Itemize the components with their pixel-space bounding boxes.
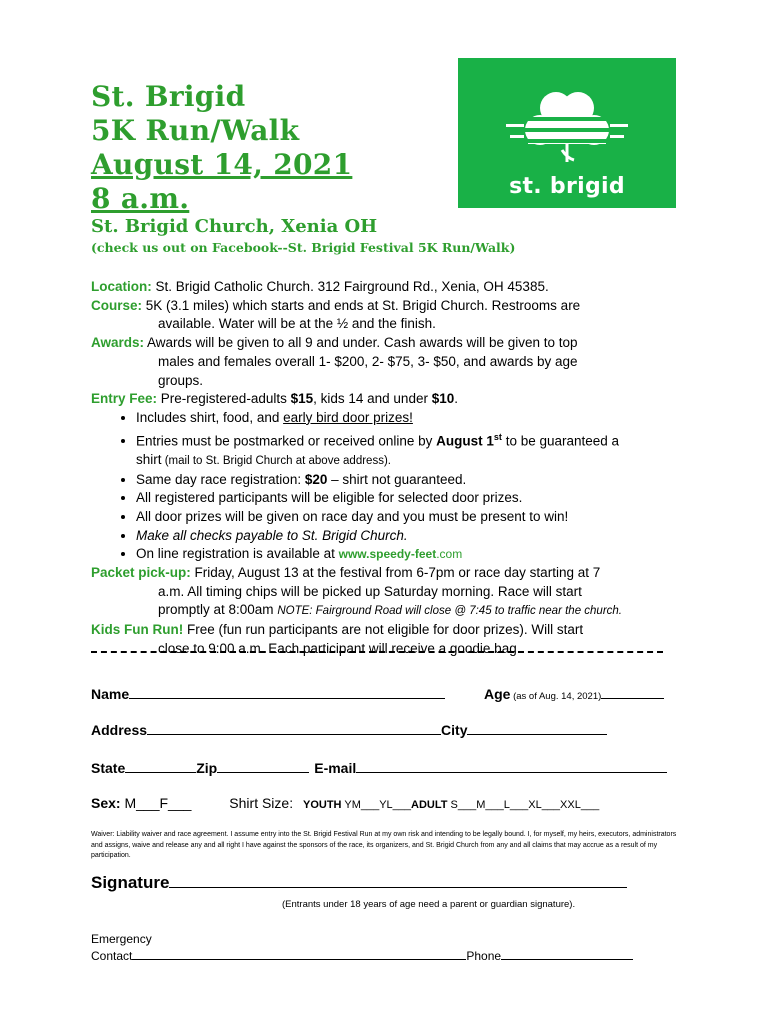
email-line[interactable] [356, 758, 667, 773]
bullet-text-line2: shirt [136, 451, 162, 467]
bullet-text: Entries must be postmarked or received online by [136, 433, 437, 449]
address-field[interactable] [91, 720, 607, 738]
list-item [136, 409, 691, 428]
bullet-text-end: – shirt not guaranteed. [327, 471, 467, 487]
registration-link[interactable] [339, 547, 463, 561]
cut-line-divider [91, 651, 663, 653]
awards-text-2: males and females overall 1- $200, 2- $75, 3- $50, and awards by age [158, 353, 578, 369]
same-day-fee: $20 [304, 471, 328, 487]
list-item [136, 428, 691, 471]
kids-text-2: close to 9:00 a.m. Each participant will receive a goodie bag. [158, 640, 521, 656]
list-item [136, 527, 691, 546]
address-line[interactable] [147, 720, 441, 735]
city-label: City [441, 722, 468, 738]
fee-adult: $15 [290, 391, 314, 407]
contact-line[interactable] [132, 947, 466, 960]
awards-text-3: groups. [158, 372, 204, 388]
adult-label: ADULT [411, 799, 448, 811]
bullet-text: Same day race registration: [136, 471, 305, 487]
packet-row [91, 564, 691, 583]
checks-note: Make all checks payable to St. Brigid Church. [136, 527, 408, 543]
course-label: Course: [91, 297, 143, 313]
signature-label: Signature [91, 873, 170, 892]
facebook-note: (check us out on Facebook--St. Brigid Festival 5K Run/Walk) [91, 240, 516, 255]
fee-kid: $10 [431, 391, 455, 407]
state-label: State [91, 760, 126, 776]
packet-text: Friday, August 13 at the festival from 6-7pm or race day starting at 7 [190, 565, 601, 581]
phone-line[interactable] [501, 947, 633, 960]
name-line[interactable] [129, 684, 445, 699]
course-text: 5K (3.1 miles) which starts and ends at St. Brigid Church. Restrooms are [142, 297, 581, 313]
list-item [136, 471, 691, 490]
road-closure-note: NOTE: Fairground Road will close @ 7:45 to traffic near the church. [277, 605, 622, 618]
zip-line[interactable] [217, 758, 309, 773]
packet-start: promptly at 8:00am [158, 602, 278, 618]
title-line-2: 5K Run/Walk [91, 114, 300, 147]
location-label: Location: [91, 279, 152, 294]
awards-text: Awards will be given to all 9 and under. Cash awards will be given to top [144, 335, 578, 351]
shirt-size-label: Shirt Size: [229, 795, 294, 811]
guardian-note: (Entrants under 18 years of age need a parent or guardian signature). [282, 899, 576, 910]
kids-label: Kids Fun Run! [91, 622, 184, 638]
list-item: • All door prizes will be given on race day and you must be present to win! [136, 508, 691, 527]
packet-text-2: a.m. All timing chips will be picked up Saturday morning. Race will start [158, 583, 582, 599]
location-row [91, 278, 691, 297]
deadline-date: August 1 [436, 433, 494, 449]
zip-label: Zip [196, 760, 218, 776]
sex-shirt-row[interactable] [91, 795, 599, 811]
fee-label: Entry Fee: [91, 391, 158, 407]
bullet-text: Includes shirt, food, and [136, 409, 284, 425]
phone-label: Phone [466, 949, 502, 963]
bullet-text-end: to be guaranteed a [501, 433, 620, 449]
name-label: Name [91, 686, 130, 702]
kids-text: Free (fun run participants are not eligible for door prizes). Will start [183, 622, 584, 638]
age-label: Age [484, 686, 511, 702]
fee-bullets [91, 409, 691, 564]
list-item: • All registered participants will be eligible for selected door prizes. [136, 489, 691, 508]
awards-row [91, 334, 691, 353]
age-field[interactable] [484, 684, 664, 702]
fee-end: . [454, 391, 459, 407]
emergency-contact-field[interactable] [91, 931, 633, 964]
location-text: St. Brigid Catholic Church. 312 Fairground Rd., Xenia, OH 45385. [151, 279, 549, 294]
age-line[interactable] [601, 684, 664, 699]
event-details [91, 278, 691, 659]
email-label: E-mail [314, 760, 357, 776]
course-text-2: available. Water will be at the ½ and the finish. [158, 316, 436, 332]
youth-options[interactable]: YM___YL___ [341, 799, 412, 811]
state-zip-email-field[interactable] [91, 758, 667, 776]
title-line-3: August 14, 2021 [91, 148, 353, 181]
signature-line[interactable] [169, 871, 627, 888]
city-line[interactable] [467, 720, 607, 735]
packet-text-3 [91, 601, 691, 621]
packet-label: Packet pick-up: [91, 565, 191, 581]
church-heading: St. Brigid Church, Xenia OH [91, 216, 378, 237]
st-brigid-logo [458, 58, 676, 208]
contact-label: Contact [91, 949, 133, 963]
name-field[interactable] [91, 684, 445, 702]
kids-row [91, 621, 691, 640]
liability-waiver: Waiver: Liability waiver and race agreement. I assume entry into the St. Brigid Festival Run at my own risk and intending to be legally bound. I, for myself, my heirs, executors, administrators and assigns, waive and release any and all right I have against the sponsors of the race, its organizers, and St. Brigid Church from any and all claims that may accrue as a result of my participation. [91, 831, 677, 859]
address-label: Address [91, 722, 148, 738]
youth-label: YOUTH [303, 799, 342, 811]
door-prizes-link[interactable]: early bird door prizes! [283, 409, 413, 425]
title-line-1: St. Brigid [91, 80, 246, 113]
event-title [91, 80, 352, 216]
title-line-4: 8 a.m. [91, 182, 190, 215]
fee-text: Pre-registered-adults [157, 391, 291, 407]
registration-link-rest: .com [436, 547, 463, 562]
course-row [91, 297, 691, 316]
sex-options[interactable]: M___F___ [120, 795, 192, 811]
emergency-label: Emergency [91, 932, 152, 946]
signature-field[interactable] [91, 871, 627, 893]
mail-note: (mail to St. Brigid Church at above address). [161, 454, 391, 467]
fee-row [91, 390, 691, 409]
adult-options[interactable]: S___M___L___XL___XXL___ [447, 799, 600, 811]
logo-text: st. brigid [509, 174, 625, 199]
state-line[interactable] [125, 758, 196, 773]
bullet-text: On line registration is available at [136, 546, 339, 562]
age-note: (as of Aug. 14, 2021) [510, 691, 602, 702]
registration-link-bold: www.speedy-feet [338, 547, 437, 562]
sex-label: Sex: [91, 795, 121, 811]
awards-label: Awards: [91, 335, 145, 351]
list-item [136, 545, 691, 564]
deadline-suffix: st [493, 431, 502, 442]
fee-mid: , kids 14 and under [313, 391, 432, 407]
